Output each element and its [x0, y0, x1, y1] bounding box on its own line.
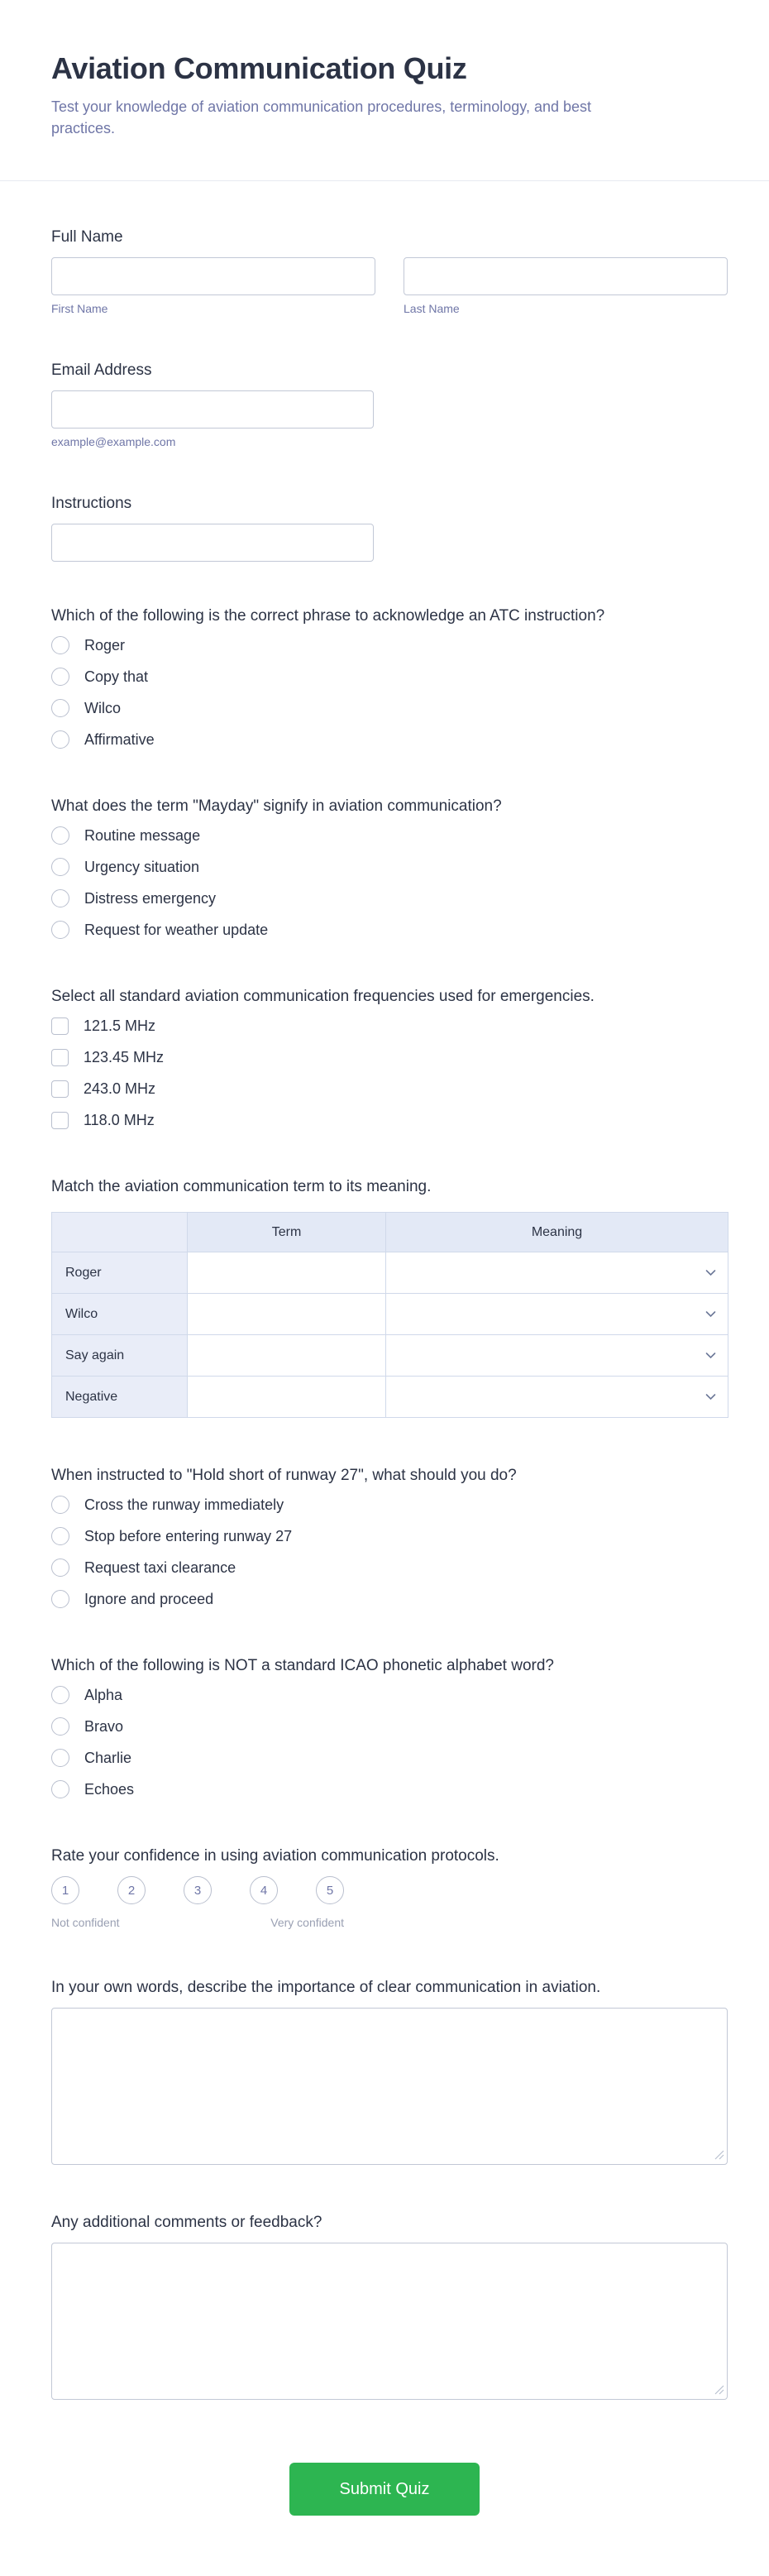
radio-input[interactable]: [51, 1559, 69, 1577]
checkbox-option-label: 118.0 MHz: [84, 1112, 155, 1128]
checkbox-option-row[interactable]: [51, 1048, 728, 1066]
table-header-row: [52, 1213, 728, 1252]
form-header: [0, 0, 769, 180]
scale-option-number: 5: [326, 1883, 334, 1898]
scale-option-4[interactable]: [250, 1876, 278, 1904]
first-name-sublabel: First Name: [51, 302, 108, 315]
row-label: Say again: [52, 1335, 188, 1377]
question-hold-short: [51, 1466, 728, 1608]
radio-input[interactable]: [51, 921, 69, 939]
question-label: Which of the following is the correct phrase to acknowledge an ATC instruction?: [51, 607, 605, 625]
chevron-down-icon: [705, 1310, 716, 1318]
checkbox-input[interactable]: [51, 1112, 69, 1129]
checkbox-input[interactable]: [51, 1080, 69, 1098]
radio-option-label: Wilco: [84, 700, 121, 716]
chevron-down-icon: [705, 1352, 716, 1359]
feedback-textarea[interactable]: [51, 2243, 728, 2400]
first-name-input[interactable]: [51, 257, 375, 295]
column-header-meaning: Meaning: [386, 1213, 728, 1252]
question-mayday: [51, 797, 728, 939]
question-label: Which of the following is NOT a standard ICAO phonetic alphabet word?: [51, 1657, 554, 1674]
scale-end-labels: [51, 1916, 344, 1930]
checkbox-input[interactable]: [51, 1017, 69, 1035]
field-email: [51, 361, 728, 449]
chevron-down-icon: [705, 1269, 716, 1276]
checkbox-option-label: 121.5 MHz: [84, 1017, 156, 1034]
question-confidence-scale: [51, 1846, 728, 1930]
radio-option-label: Routine message: [84, 827, 201, 844]
radio-input[interactable]: [51, 1717, 69, 1736]
scale-option-number: 2: [127, 1883, 136, 1898]
radio-option-label: Alpha: [84, 1687, 123, 1703]
checkbox-option-row[interactable]: [51, 1017, 728, 1035]
instructions-label: Instructions: [51, 495, 132, 512]
radio-option-label: Roger: [84, 637, 126, 654]
radio-option-label: Affirmative: [84, 731, 155, 748]
radio-option-row[interactable]: [51, 699, 728, 717]
radio-option-label: Copy that: [84, 668, 149, 685]
radio-option-row[interactable]: [51, 668, 728, 686]
term-cell-roger[interactable]: [188, 1252, 386, 1294]
scale-option-number: 3: [193, 1883, 202, 1898]
full-name-inputs: [51, 257, 728, 316]
radio-option-row[interactable]: [51, 1527, 728, 1545]
column-header-term: Term: [188, 1213, 386, 1252]
full-name-label: Full Name: [51, 228, 123, 246]
scale-rating-row: [51, 1876, 728, 1904]
first-name-column: [51, 257, 375, 316]
radio-input[interactable]: [51, 730, 69, 749]
scale-left-label: Not confident: [51, 1916, 120, 1929]
row-label: Roger: [52, 1252, 188, 1294]
question-label: Any additional comments or feedback?: [51, 2214, 322, 2231]
question-atc-acknowledge: [51, 606, 728, 749]
question-label: Match the aviation communication term to its meaning.: [51, 1178, 432, 1195]
radio-option-label: Bravo: [84, 1718, 124, 1735]
table-row: [52, 1294, 728, 1335]
question-label: Select all standard aviation communication frequencies used for emergencies.: [51, 988, 595, 1005]
scale-option-number: 1: [61, 1883, 69, 1898]
page-title: Aviation Communication Quiz: [51, 51, 467, 85]
question-label: Rate your confidence in using aviation communication protocols.: [51, 1847, 499, 1865]
scale-option-1[interactable]: [51, 1876, 79, 1904]
radio-input[interactable]: [51, 826, 69, 845]
meaning-dropdown-negative[interactable]: [386, 1377, 728, 1418]
term-cell-wilco[interactable]: [188, 1294, 386, 1335]
radio-input[interactable]: [51, 636, 69, 654]
term-cell-negative[interactable]: [188, 1377, 386, 1418]
importance-textarea[interactable]: [51, 2008, 728, 2165]
radio-option-label: Stop before entering runway 27: [84, 1528, 293, 1544]
textarea-wrapper: [51, 2008, 728, 2165]
radio-option-row[interactable]: [51, 858, 728, 876]
row-label: Negative: [52, 1377, 188, 1418]
question-frequencies: [51, 987, 728, 1129]
radio-option-row[interactable]: [51, 826, 728, 845]
email-sublabel: example@example.com: [51, 435, 176, 448]
radio-option-row[interactable]: [51, 1590, 728, 1608]
radio-option-row[interactable]: [51, 636, 728, 654]
meaning-dropdown-say-again[interactable]: [386, 1335, 728, 1377]
radio-option-label: Request taxi clearance: [84, 1559, 236, 1576]
checkbox-option-label: 123.45 MHz: [84, 1049, 165, 1065]
radio-option-label: Cross the runway immediately: [84, 1496, 284, 1513]
radio-option-label: Echoes: [84, 1781, 135, 1798]
checkbox-option-row[interactable]: [51, 1111, 728, 1129]
chevron-down-icon: [705, 1393, 716, 1401]
radio-option-label: Distress emergency: [84, 890, 217, 907]
question-matching: [51, 1177, 728, 1418]
radio-option-row[interactable]: [51, 730, 728, 749]
scale-option-3[interactable]: [184, 1876, 212, 1904]
radio-option-row[interactable]: [51, 1780, 728, 1798]
submit-row: [51, 2463, 728, 2516]
radio-option-row[interactable]: [51, 1717, 728, 1736]
radio-input[interactable]: [51, 1527, 69, 1545]
field-instructions: [51, 494, 728, 562]
radio-input[interactable]: [51, 1780, 69, 1798]
radio-input[interactable]: [51, 858, 69, 876]
radio-input[interactable]: [51, 1749, 69, 1767]
radio-option-row[interactable]: [51, 1686, 728, 1704]
radio-option-label: Charlie: [84, 1750, 132, 1766]
table-row: [52, 1335, 728, 1377]
email-input[interactable]: [51, 390, 374, 429]
field-full-name: [51, 227, 728, 316]
radio-option-row[interactable]: [51, 1559, 728, 1577]
table-row: [52, 1377, 728, 1418]
radio-option-row[interactable]: [51, 889, 728, 907]
radio-option-label: Urgency situation: [84, 859, 200, 875]
question-feedback: [51, 2213, 728, 2400]
scale-option-2[interactable]: [117, 1876, 146, 1904]
row-label: Wilco: [52, 1294, 188, 1335]
radio-option-row[interactable]: [51, 1749, 728, 1767]
checkbox-input[interactable]: [51, 1049, 69, 1066]
radio-input[interactable]: [51, 1590, 69, 1608]
radio-option-row[interactable]: [51, 921, 728, 939]
question-icao: [51, 1656, 728, 1798]
meaning-dropdown-roger[interactable]: [386, 1252, 728, 1294]
scale-option-number: 4: [260, 1883, 268, 1898]
radio-input[interactable]: [51, 889, 69, 907]
radio-input[interactable]: [51, 668, 69, 686]
radio-input[interactable]: [51, 1686, 69, 1704]
last-name-input[interactable]: [404, 257, 728, 295]
checkbox-option-label: 243.0 MHz: [84, 1080, 156, 1097]
question-label: In your own words, describe the importance of clear communication in aviation.: [51, 1979, 601, 1996]
radio-input[interactable]: [51, 1496, 69, 1514]
submit-button[interactable]: Submit Quiz: [289, 2463, 480, 2516]
radio-option-label: Ignore and proceed: [84, 1591, 214, 1607]
question-importance: [51, 1978, 728, 2165]
question-label: When instructed to "Hold short of runway 27", what should you do?: [51, 1467, 517, 1484]
radio-option-label: Request for weather update: [84, 922, 269, 938]
question-label: What does the term "Mayday" signify in aviation communication?: [51, 797, 502, 815]
email-label: Email Address: [51, 362, 152, 379]
last-name-column: [404, 257, 728, 316]
table-corner-cell: [52, 1213, 188, 1252]
matching-table: [51, 1212, 728, 1418]
radio-input[interactable]: [51, 699, 69, 717]
radio-option-row[interactable]: [51, 1496, 728, 1514]
instructions-input[interactable]: [51, 524, 374, 562]
scale-right-label: Very confident: [270, 1916, 344, 1929]
form-subtitle: Test your knowledge of aviation communication procedures, terminology, and best practices.: [51, 98, 592, 136]
scale-option-5[interactable]: [316, 1876, 344, 1904]
meaning-dropdown-wilco[interactable]: [386, 1294, 728, 1335]
term-cell-say-again[interactable]: [188, 1335, 386, 1377]
checkbox-option-row[interactable]: [51, 1080, 728, 1098]
table-row: [52, 1252, 728, 1294]
last-name-sublabel: Last Name: [404, 302, 460, 315]
form-body: [0, 181, 769, 2516]
textarea-wrapper: [51, 2243, 728, 2400]
